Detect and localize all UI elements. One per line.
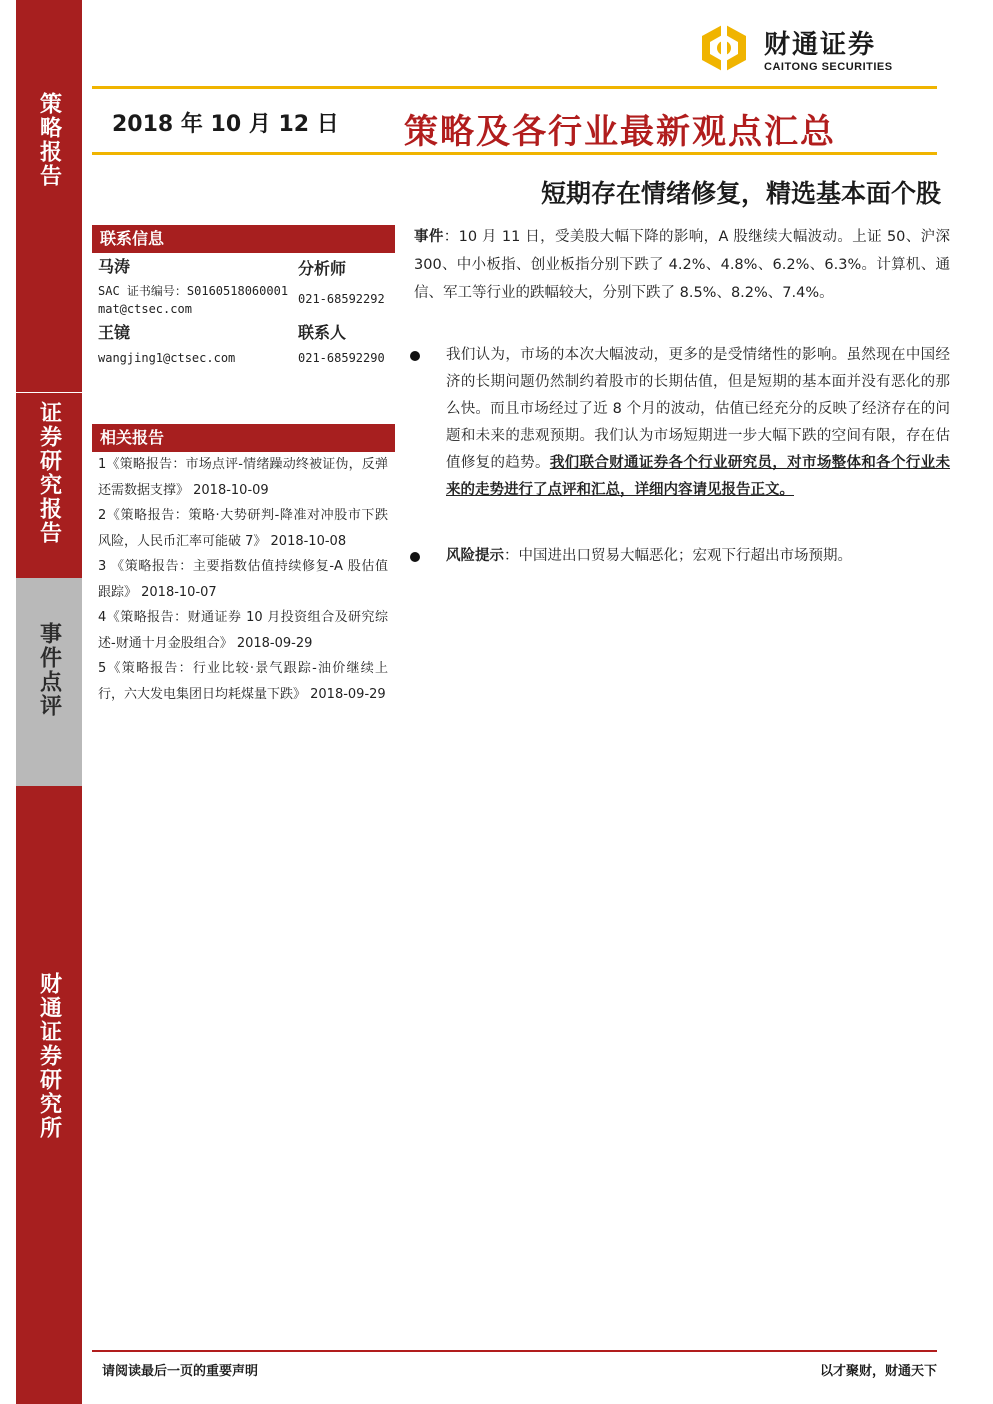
sidebar-label-research: 证券研究报告 [36,401,62,545]
page-title: 策略及各行业最新观点汇总 [404,112,836,152]
event-label: 事件 [414,229,444,245]
contact-email-liaison[interactable]: wangjing1@ctsec.com [98,351,236,365]
related-report-item[interactable]: 4《策略报告：财通证券 10 月投资组合及研究综述-财通十月金股组合》 2018-09-29 [98,610,388,651]
view-text: 我们认为，市场的本次大幅波动，更多的是受情绪性的影响。虽然现在中国经济的长期问题仍然制约着股市的长期估值，但是短期的基本面并没有恶化的那么快。而且市场经过了近 8 个月的波动，估值已经充分的反映了经济存在的问题和未来的悲观预期。我们认为市场短期进一步大幅下跌的空间有限，存在估值修复的趋势。 [446,347,950,471]
related-report-item[interactable]: 2《策略报告：策略·大势研判-降准对冲股市下跌风险，人民币汇率可能破 7》 2018-10-08 [98,508,388,549]
contact-email-analyst[interactable]: mat@ctsec.com [98,302,192,316]
risk-bullet [410,543,950,570]
view-bullet [410,342,950,504]
logo-english-name: CAITONG SECURITIES [764,60,893,73]
caitong-logo-icon [694,22,754,74]
related-report-item[interactable]: 5《策略报告：行业比较·景气跟踪-油价继续上行，六大发电集团日均耗煤量下跌》 2018-09-29 [98,661,388,702]
related-report-item[interactable]: 3 《策略报告：主要指数估值持续修复-A 股估值跟踪》 2018-10-07 [98,559,388,600]
contact-phone-analyst: 021-68592292 [298,292,385,306]
sidebar-label-report-type: 策略报告 [36,92,62,188]
bullet-icon [410,552,420,562]
risk-label: 风险提示 [446,548,504,564]
report-subtitle: 短期存在情绪修复，精选基本面个股 [540,179,941,208]
contacts-block [98,254,398,374]
related-report-item[interactable]: 1《策略报告：市场点评-情绪躁动终被证伪，反弹还需数据支撑》 2018-10-09 [98,457,388,498]
contact-name-liaison: 王镜 [98,323,131,342]
contact-name-analyst: 马涛 [98,257,131,276]
company-logo [694,22,893,74]
contact-role-analyst: 分析师 [298,259,347,278]
event-paragraph [414,223,950,307]
footer-slogan: 以才聚财，财通天下 [819,1364,937,1379]
left-sidebar [16,0,82,1404]
risk-text: ：中国进出口贸易大幅恶化；宏观下行超出市场预期。 [504,548,852,564]
footer-disclaimer: 请阅读最后一页的重要声明 [102,1364,259,1379]
contact-phone-liaison: 021-68592290 [298,351,385,365]
report-date: 2018 年 10 月 12 日 [112,112,339,137]
contacts-heading: 联系信息 [92,225,395,253]
logo-chinese-name: 财通证券 [764,29,877,60]
sidebar-segment-report-type [16,0,82,392]
header-top-rule [92,86,937,89]
sidebar-label-institute: 财通证券研究所 [36,972,62,1140]
event-text: ：10 月 11 日，受美股大幅下降的影响，A 股继续大幅波动。上证 50、沪深 300、中小板指、创业板指分别下跌了 4.2%、4.8%、6.2%、6.3%。计算机、通信、军工等行业的跌幅较大，分别下跌了 8.5%、8.2%、7.4%。 [414,229,950,301]
view-emphasis: 我们联合财通证券各个行业研究员，对市场整体和各个行业未来的走势进行了点评和汇总，详细内容请见报告正文。 [446,455,951,498]
contact-role-liaison: 联系人 [298,323,347,342]
bullet-icon [410,351,420,361]
related-reports-list [98,452,388,707]
related-reports-heading: 相关报告 [92,424,395,452]
footer-rule [92,1350,937,1352]
sidebar-label-event: 事件点评 [36,622,62,718]
header-bottom-rule [92,152,937,155]
sidebar-segment-institute [16,786,82,1404]
contact-cert-number: SAC 证书编号：S0160518060001 [98,284,289,298]
sidebar-segment-event [16,578,82,786]
sidebar-segment-research [16,392,82,579]
